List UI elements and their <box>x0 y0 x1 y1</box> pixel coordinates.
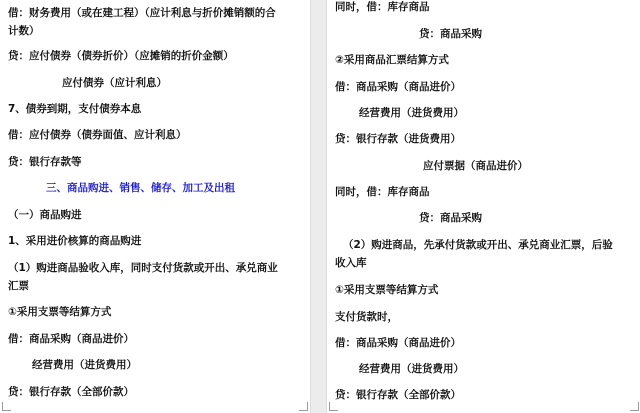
text-line: 应付票据（商品进价） <box>423 160 528 172</box>
text-line: （1）购进商品验收入库，同时支付货款或开出、承兑商业 <box>8 262 278 274</box>
text-line: 汇票 <box>8 280 29 292</box>
text-line: （2）购进商品，先承付货款或开出、承兑商业汇票，后验 <box>343 239 613 251</box>
right-page <box>326 0 640 413</box>
text-line: 计数） <box>8 25 40 37</box>
text-line: 贷：银行存款等 <box>8 156 82 168</box>
text-line: 贷：商品采购 <box>419 212 482 224</box>
text-line: 经营费用（进货费用） <box>359 107 464 119</box>
page-corner-mark <box>630 402 639 411</box>
text-line: ①采用支票等结算方式 <box>335 284 439 296</box>
section-heading: 三、商品购进、销售、储存、加工及出租 <box>46 182 235 194</box>
text-line: 借：财务费用（或在建工程）（应计利息与折价摊销额的合 <box>8 7 276 19</box>
text-line: 同时，借：库存商品 <box>335 1 430 13</box>
page-corner-mark <box>299 402 308 411</box>
text-line: 7、债券到期，支付债券本息 <box>8 103 142 115</box>
text-line: ①采用支票等结算方式 <box>8 306 112 318</box>
text-line: 贷：银行存款（全部价款） <box>8 386 134 398</box>
text-line: ②采用商品汇票结算方式 <box>335 54 449 66</box>
text-line: 借：商品采购（商品进价） <box>335 81 461 93</box>
text-line: 同时，借：库存商品 <box>335 186 430 198</box>
text-line: （一）商品购进 <box>8 209 82 221</box>
page-corner-mark <box>329 402 338 411</box>
text-line: 1、采用进价核算的商品购进 <box>8 235 142 247</box>
page-corner-mark <box>2 402 11 411</box>
text-line: 贷：银行存款（全部价款） <box>335 389 461 401</box>
page-gutter <box>311 0 326 413</box>
text-line: 借：商品采购（商品进价） <box>8 333 134 345</box>
text-line: 经营费用（进货费用） <box>359 363 464 375</box>
text-line: 经营费用（进货费用） <box>32 359 137 371</box>
text-line: 借：商品采购（商品进价） <box>335 337 461 349</box>
text-line: 应付债券（应计利息） <box>62 77 167 89</box>
text-line: 收入库 <box>335 257 367 269</box>
text-line: 贷：商品采购 <box>419 28 482 40</box>
text-line: 贷：应付债券（债券折价）（应摊销的折价金额） <box>8 50 234 62</box>
text-line: 借：应付债券（债券面值、应计利息） <box>8 129 187 141</box>
left-page <box>0 0 311 413</box>
text-line: 支付货款时， <box>335 311 398 323</box>
text-line: 贷：银行存款（进货费用） <box>335 133 461 145</box>
